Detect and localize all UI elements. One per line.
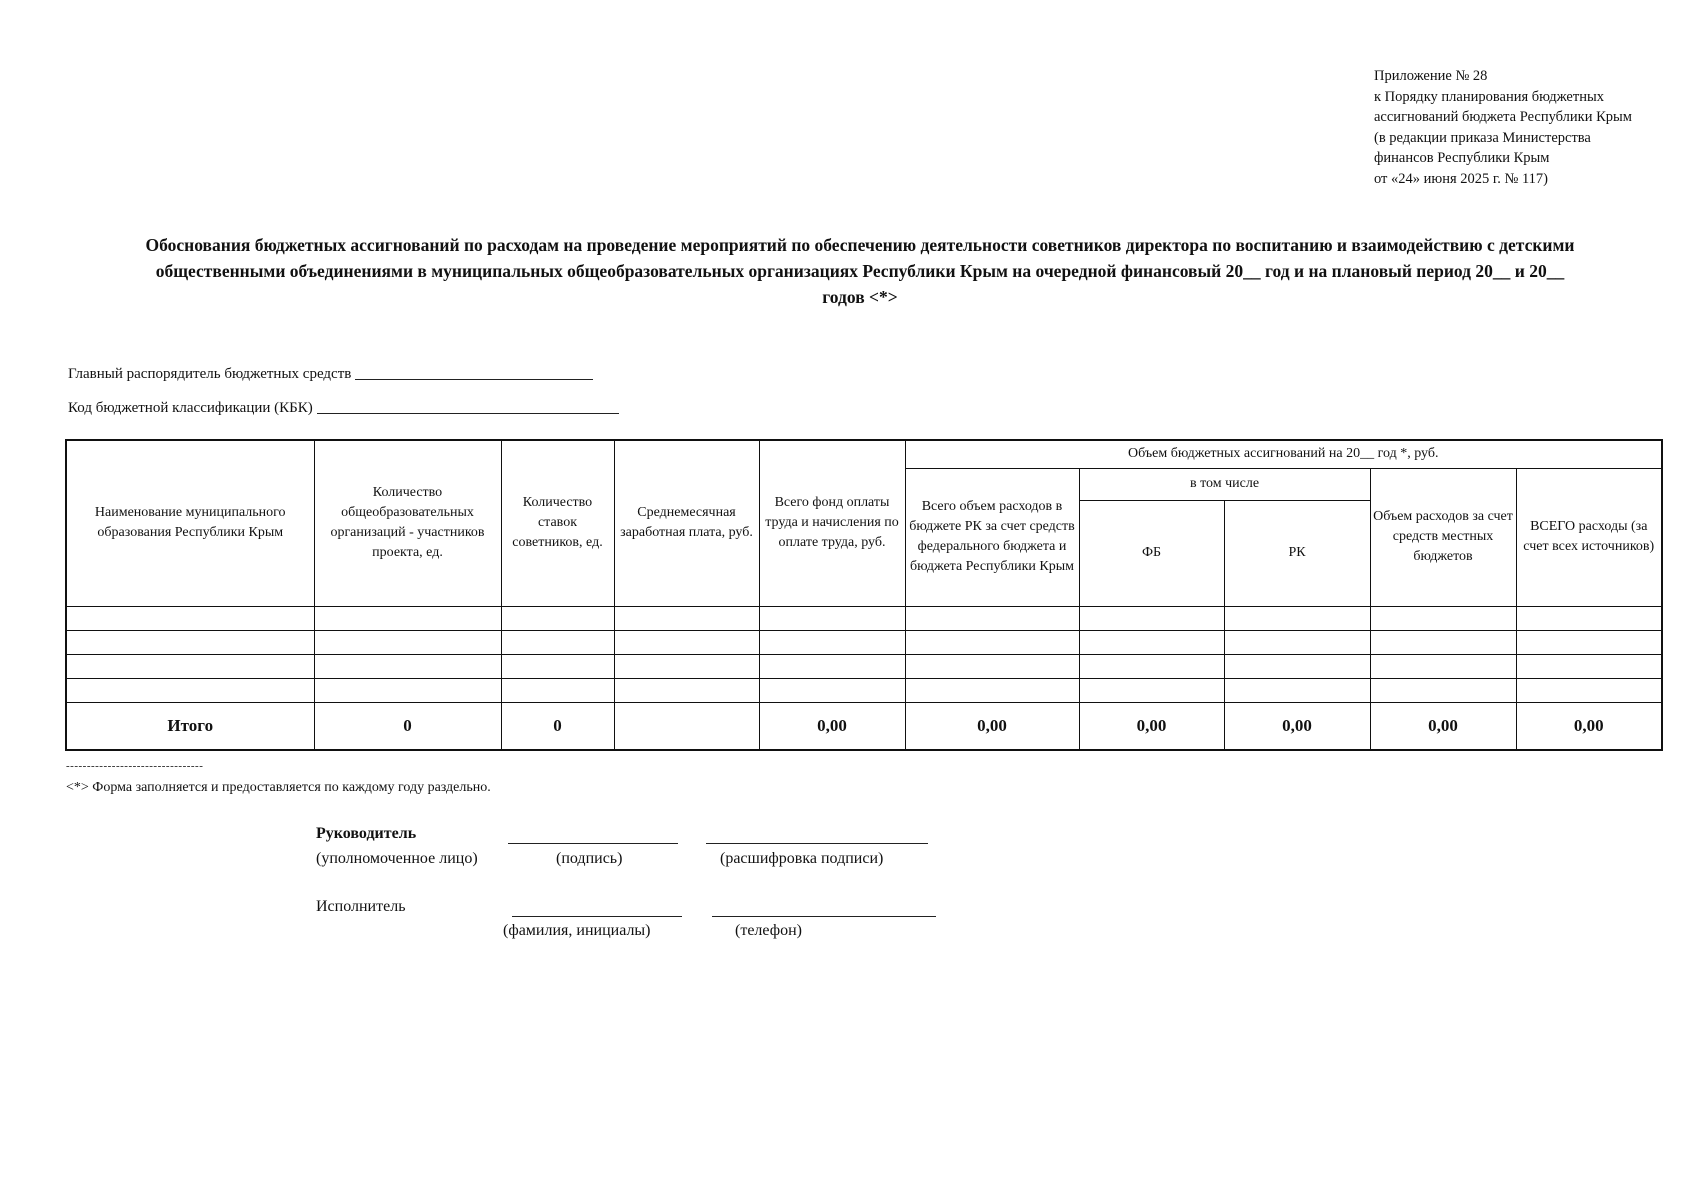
table-row — [66, 630, 1662, 654]
appendix-note — [1374, 66, 1632, 189]
executor-name-line[interactable] — [512, 916, 682, 917]
appendix-line: ассигнований бюджета Республики Крым — [1374, 109, 1632, 125]
appendix-line: финансов Республики Крым — [1374, 150, 1550, 166]
table-row — [66, 654, 1662, 678]
header-including: в том числе — [1079, 468, 1370, 500]
header-rate-count: Количество ставок советников, ед. — [501, 440, 614, 606]
table-row — [66, 606, 1662, 630]
table-row — [66, 678, 1662, 702]
total-org-count: 0 — [314, 702, 501, 750]
decoding-caption: (расшифровка подписи) — [720, 850, 884, 867]
head-sub-label: (уполномоченное лицо) — [316, 850, 478, 867]
title-line: годов <*> — [822, 287, 898, 307]
main-manager-field — [68, 366, 593, 383]
total-all: 0,00 — [1516, 702, 1662, 750]
main-manager-blank[interactable] — [355, 378, 593, 380]
total-rate-count: 0 — [501, 702, 614, 750]
header-fb: ФБ — [1079, 500, 1224, 606]
header-avg-salary: Среднемесячная заработная плата, руб. — [614, 440, 759, 606]
total-rk: 0,00 — [1224, 702, 1370, 750]
total-payroll-fund: 0,00 — [759, 702, 905, 750]
header-org-count: Количество общеобразовательных организаций - участников проекта, ед. — [314, 440, 501, 606]
appendix-line: от «24» июня 2025 г. № 117) — [1374, 170, 1548, 187]
total-local: 0,00 — [1370, 702, 1516, 750]
main-manager-label: Главный распорядитель бюджетных средств — [68, 366, 352, 382]
total-rk-total: 0,00 — [905, 702, 1079, 750]
head-signature-line[interactable] — [508, 843, 678, 844]
header-municipality: Наименование муниципального образования Республики Крым — [66, 440, 314, 606]
header-local: Объем расходов за счет средств местных бюджетов — [1370, 468, 1516, 606]
kbk-field — [68, 400, 619, 417]
kbk-blank[interactable] — [317, 412, 619, 414]
document-title — [60, 232, 1660, 310]
title-line: общественными объединениями в муниципальных общеобразовательных организациях Республики Крым на очередной финансовый 20__ год и на плановый период 20__ и 20__ — [155, 261, 1565, 281]
header-rk: РК — [1224, 500, 1370, 606]
footnote-separator: --------------------------------- — [66, 760, 204, 772]
appendix-line: к Порядку планирования бюджетных — [1374, 88, 1604, 105]
footnote-text: <*> Форма заполняется и предоставляется по каждому году раздельно. — [66, 780, 491, 795]
header-rk-total: Всего объем расходов в бюджете РК за счет средств федерального бюджета и бюджета Республики Крым — [905, 468, 1079, 606]
header-payroll-fund: Всего фонд оплаты труда и начисления по оплате труда, руб. — [759, 440, 905, 606]
appendix-line: (в редакции приказа Министерства — [1374, 129, 1591, 146]
budget-table — [65, 439, 1663, 751]
head-label: Руководитель — [316, 825, 417, 842]
total-row — [66, 702, 1662, 750]
header-volume-group: Объем бюджетных ассигнований на 20__ год *, руб. — [905, 440, 1662, 468]
title-line: Обоснования бюджетных ассигнований по расходам на проведение мероприятий по обеспечению деятельности советников директора по воспитанию и взаимодействию с детскими — [145, 235, 1575, 255]
executor-phone-line[interactable] — [712, 916, 936, 917]
executor-label: Исполнитель — [316, 898, 406, 915]
total-avg-salary — [614, 702, 759, 750]
total-fb: 0,00 — [1079, 702, 1224, 750]
signature-caption: (подпись) — [556, 850, 623, 867]
name-caption: (фамилия, инициалы) — [503, 922, 651, 939]
header-all-total: ВСЕГО расходы (за счет всех источников) — [1516, 468, 1662, 606]
phone-caption: (телефон) — [735, 922, 802, 939]
total-label: Итого — [66, 702, 314, 750]
head-decoding-line[interactable] — [706, 843, 928, 844]
appendix-line: Приложение № 28 — [1374, 68, 1488, 84]
kbk-label: Код бюджетной классификации (КБК) — [68, 400, 313, 416]
